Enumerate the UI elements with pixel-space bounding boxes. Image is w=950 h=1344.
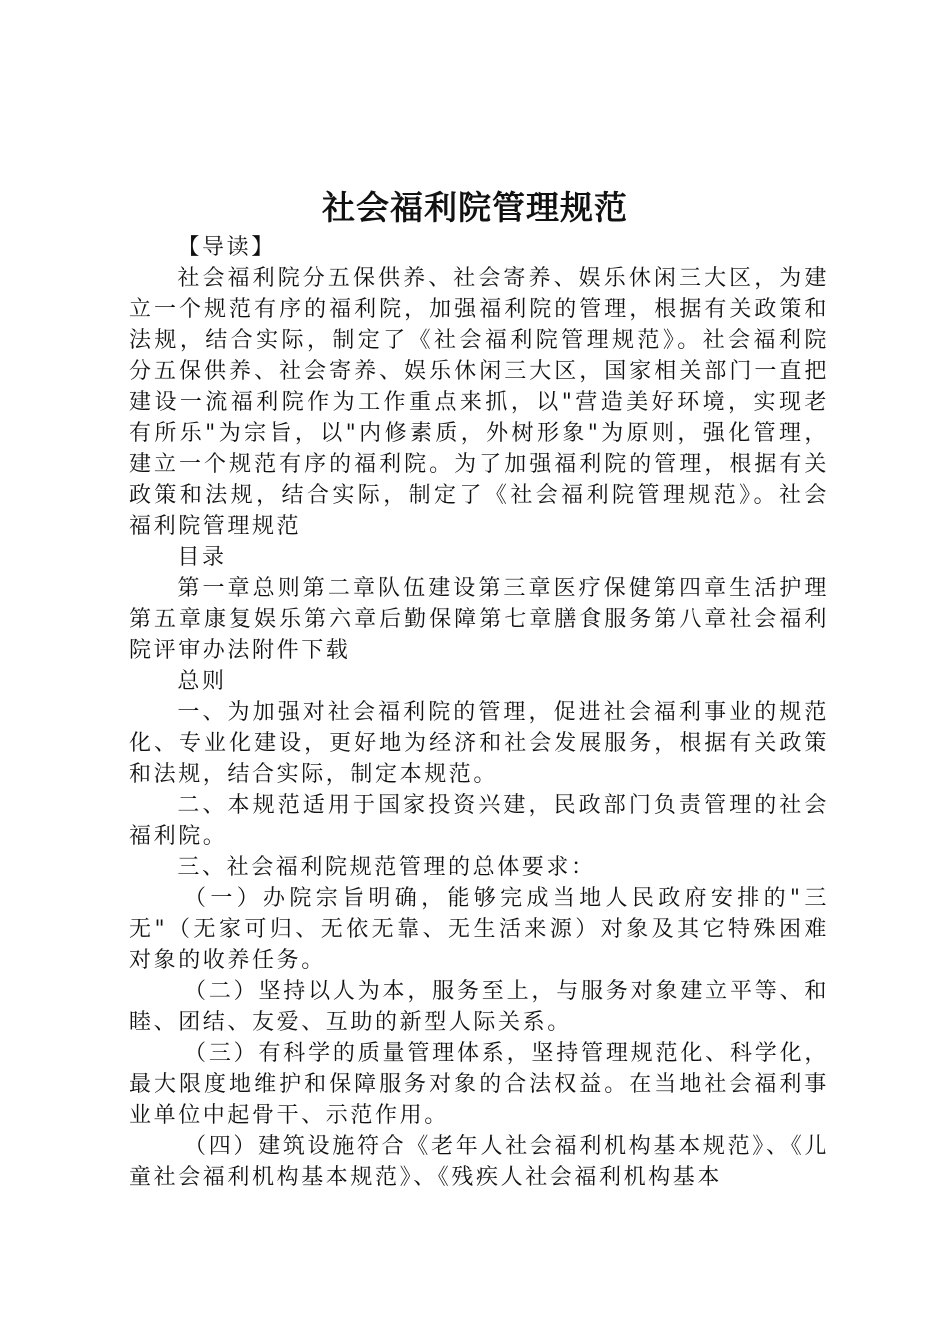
- document-title: 社会福利院管理规范: [322, 188, 628, 227]
- sub-item-paragraph: （四）建筑设施符合《老年人社会福利机构基本规范》、《儿童社会福利机构基本规范》、《残疾人社会福利机构基本: [129, 1134, 829, 1190]
- toc-content: 第一章总则第二章队伍建设第三章医疗保健第四章生活护理第五章康复娱乐第六章后勤保障第七章膳食服务第八章社会福利院评审办法附件下载: [129, 576, 829, 663]
- sub-item-paragraph: （三）有科学的质量管理体系，坚持管理规范化、科学化，最大限度地维护和保障服务对象的合法权益。在当地社会福利事业单位中起骨干、示范作用。: [129, 1041, 829, 1128]
- article-paragraph: 一、为加强对社会福利院的管理，促进社会福利事业的规范化、专业化建设，更好地为经济和社会发展服务，根据有关政策和法规，结合实际，制定本规范。: [129, 700, 829, 787]
- toc-heading: 目录: [177, 545, 227, 570]
- general-heading: 总则: [177, 669, 227, 694]
- intro-paragraph: 社会福利院分五保供养、社会寄养、娱乐休闲三大区，为建立一个规范有序的福利院，加强福利院的管理，根据有关政策和法规，结合实际，制定了《社会福利院管理规范》。社会福利院分五保供养、社会寄养、娱乐休闲三大区，国家相关部门一直把建设一流福利院作为工作重点来抓，以"营造美好环境，实现老有所乐"为宗旨，以"内修素质，外树形象"为原则，强化管理，建立一个规范有序的福利院。为了加强福利院的管理，根据有关政策和法规，结合实际，制定了《社会福利院管理规范》。社会福利院管理规范: [129, 266, 829, 539]
- article-paragraph: 三、社会福利院规范管理的总体要求：: [177, 855, 596, 880]
- intro-label: 【导读】: [177, 235, 276, 260]
- article-paragraph: 二、本规范适用于国家投资兴建，民政部门负责管理的社会福利院。: [129, 793, 829, 849]
- sub-item-paragraph: （一）办院宗旨明确，能够完成当地人民政府安排的"三无"（无家可归、无依无靠、无生活来源）对象及其它特殊困难对象的收养任务。: [129, 886, 829, 973]
- document-body: [129, 232, 829, 1193]
- sub-item-paragraph: （二）坚持以人为本，服务至上，与服务对象建立平等、和睦、团结、友爱、互助的新型人际关系。: [129, 979, 829, 1035]
